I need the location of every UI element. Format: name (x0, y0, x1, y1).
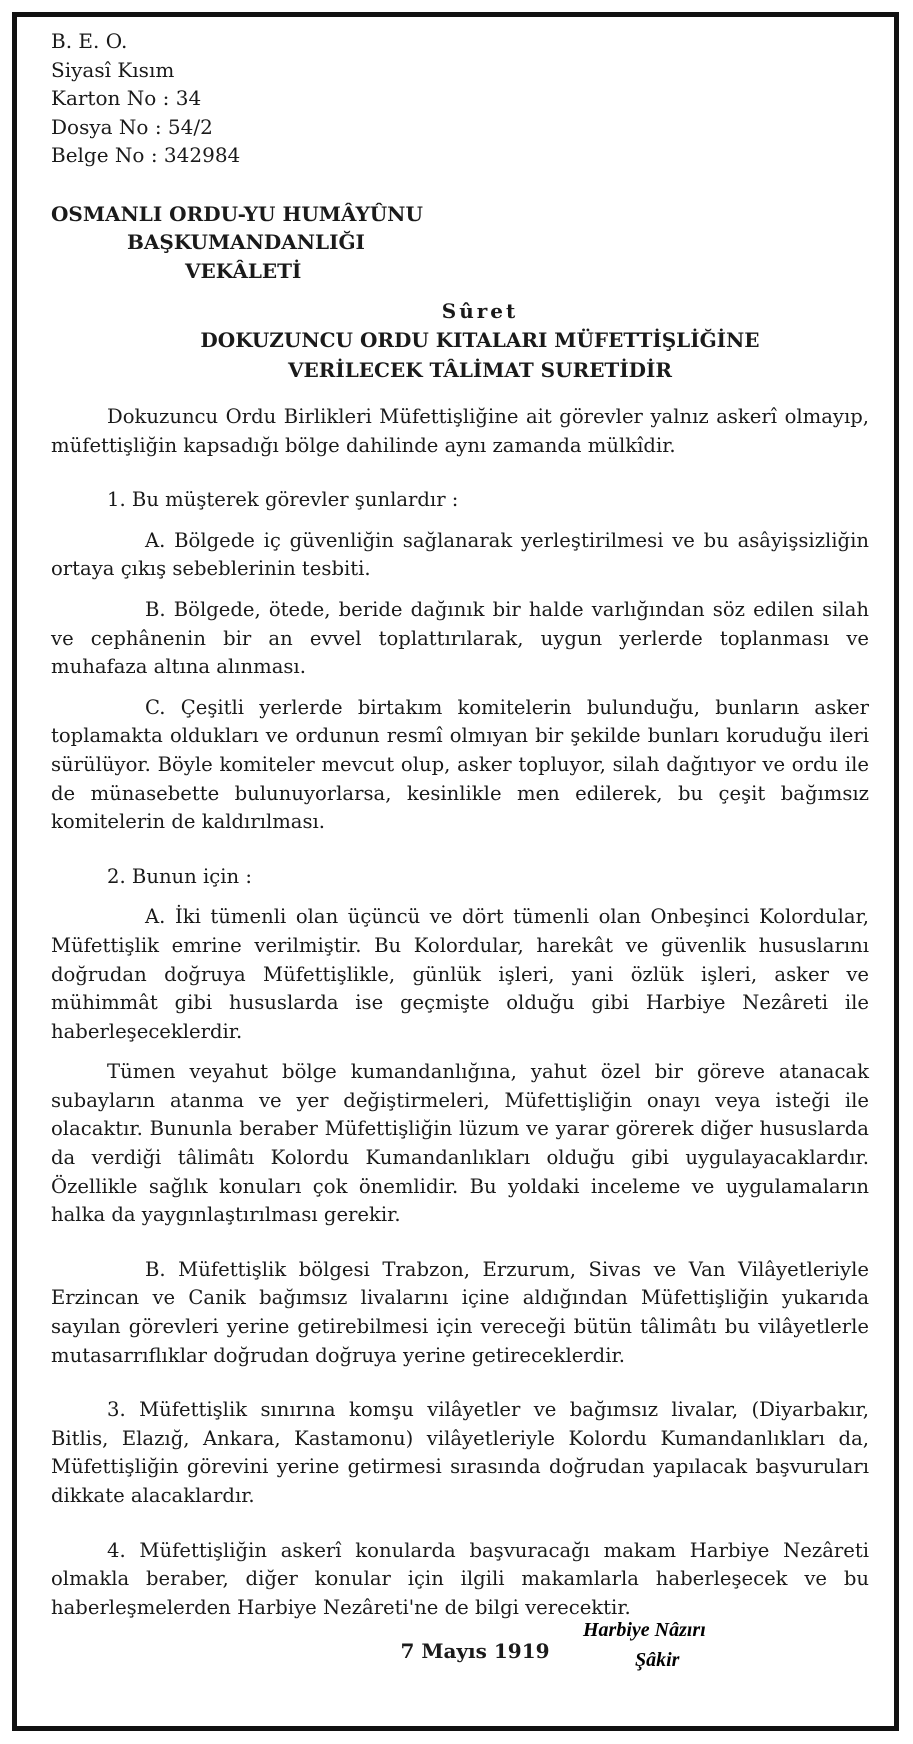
copy-label: Sûret (441, 299, 519, 323)
file-number: Dosya No : 54/2 (51, 114, 213, 139)
signatory-name: Şâkir (635, 1649, 680, 1671)
title-line-1: DOKUZUNCU ORDU KITALARI MÜFETTİŞLİĞİNE (200, 328, 760, 352)
title-line-2: VERİLECEK TÂLİMAT SURETİDİR (288, 358, 672, 382)
section-2-item-b: B. Müfettişlik bölgesi Trabzon, Erzurum, Sivas ve Van Vilâyetleriyle Erzincan ve Canik bağımsız livalarını içine aldığından Müfettişliğin yukarıda sayılan görevleri yerine getirebilmesi için vereceği bütün tâlimâtı bu vilâyetlerle mutasarrıflıklar doğrudan doğruya yerine getireceklerdir. (51, 1257, 869, 1367)
section-1-heading: 1. Bu müşterek görevler şunlardır : (107, 488, 459, 512)
document-date: 7 Mayıs 1919 (400, 1639, 550, 1664)
section-1-item-c: C. Çeşitli yerlerde birtakım komitelerin bulunduğu, bunların asker toplamakta oldukları ve ordunun resmî olmıyan bir şekilde bunları koruduğu ileri sürülüyor. Böyle komiteler mevcut olup, asker topluyor, silah dağıtıyor ve ordu ile de münasebette bulunuyorlarsa, kesinlikle men edilerek, bu çeşit bağımsız komitelerin de kaldırılması. (51, 695, 869, 834)
section-3-paragraph: 3. Müfettişlik sınırına komşu vilâyetler ve bağımsız livalar, (Diyarbakır, Bitlis, Elazığ, Ankara, Kastamonu) vilâyetleriyle Kolordu Kumandanlıkları da, Müfettişliğin görevini yerine getirmesi sırasında doğrudan yapılacak başvuruları dikkate alacaklardır. (51, 1398, 869, 1507)
archive-reference (51, 27, 869, 170)
organization-line-1: OSMANLI ORDU-YU HUMÂYÛNU (51, 201, 423, 226)
section-1-item-a: A. Bölgede iç güvenliğin sağlanarak yerleştirilmesi ve bu asâyişsizliğin ortaya çıkış sebeblerinin tesbiti. (51, 528, 869, 581)
section-2-item-a: A. İki tümenli olan üçüncü ve dört tümenli olan Onbeşinci Kolordular, Müfettişlik emrine verilmiştir. Bu Kolordular, harekât ve güvenlik hususlarını doğrudan doğruya Müfettişlikle, günlük işleri, yani özlük işleri, asker ve mühimmât gibi hususlarda ise geçmişte olduğu gibi Harbiye Nezâreti ile haberleşeceklerdir. (51, 905, 869, 1043)
signature-block (583, 1615, 823, 1675)
section-1-item-b: B. Bölgede, ötede, beride dağınık bir halde varlığından söz edilen silah ve cephânenin bir an evvel toplattırılarak, uygun yerlerde toplanması ve muhafaza altına alınması. (51, 597, 869, 679)
document-page (51, 27, 869, 1666)
signatory-title: Harbiye Nâzırı (583, 1619, 706, 1641)
organization-line-3: VEKÂLETİ (185, 258, 302, 283)
document-number: Belge No : 342984 (51, 143, 241, 167)
intro-paragraph: Dokuzuncu Ordu Birlikleri Müfettişliğine ait görevler yalnız askerî olmayıp, müfettişliğin kapsadığı bölge dahilinde aynı zamanda mülkîdir. (51, 405, 869, 457)
organization-line-2: BAŞKUMANDANLIĞI (127, 230, 365, 254)
box-number: Karton No : 34 (51, 86, 202, 110)
archive-section: Siyasî Kısım (51, 57, 175, 82)
section-2-heading: 2. Bunun için : (107, 864, 252, 888)
issuing-organization (51, 200, 869, 286)
section-2-item-a-continued: Tümen veyahut bölge kumandanlığına, yahut özel bir göreve atanacak subayların atanma ve yer değiştirmeleri, Müfettişliğin onayı veya isteği ile olacaktır. Bununla beraber Müfettişliğin lüzum ve yarar görerek diğer hususlarda da verdiği tâlimâtı Kolordu Kumandanlıkları olduğu gibi uygulayacaklardır. Özellikle sağlık konuları çok önemlidir. Bu yoldaki inceleme ve uygulamaların halka da yaygınlaştırılması gerekir. (51, 1060, 869, 1227)
section-4-paragraph: 4. Müfettişliğin askerî konularda başvuracağı makam Harbiye Nezâreti olmakla beraber, diğer konular için ilgili makamlarla haberleşecek ve bu haberleşmelerden Harbiye Nezâreti'ne de bilgi verecektir. (51, 1538, 869, 1619)
document-body (51, 403, 869, 1622)
archive-code: B. E. O. (51, 29, 128, 53)
document-title (51, 325, 869, 385)
document-frame (12, 12, 899, 1731)
